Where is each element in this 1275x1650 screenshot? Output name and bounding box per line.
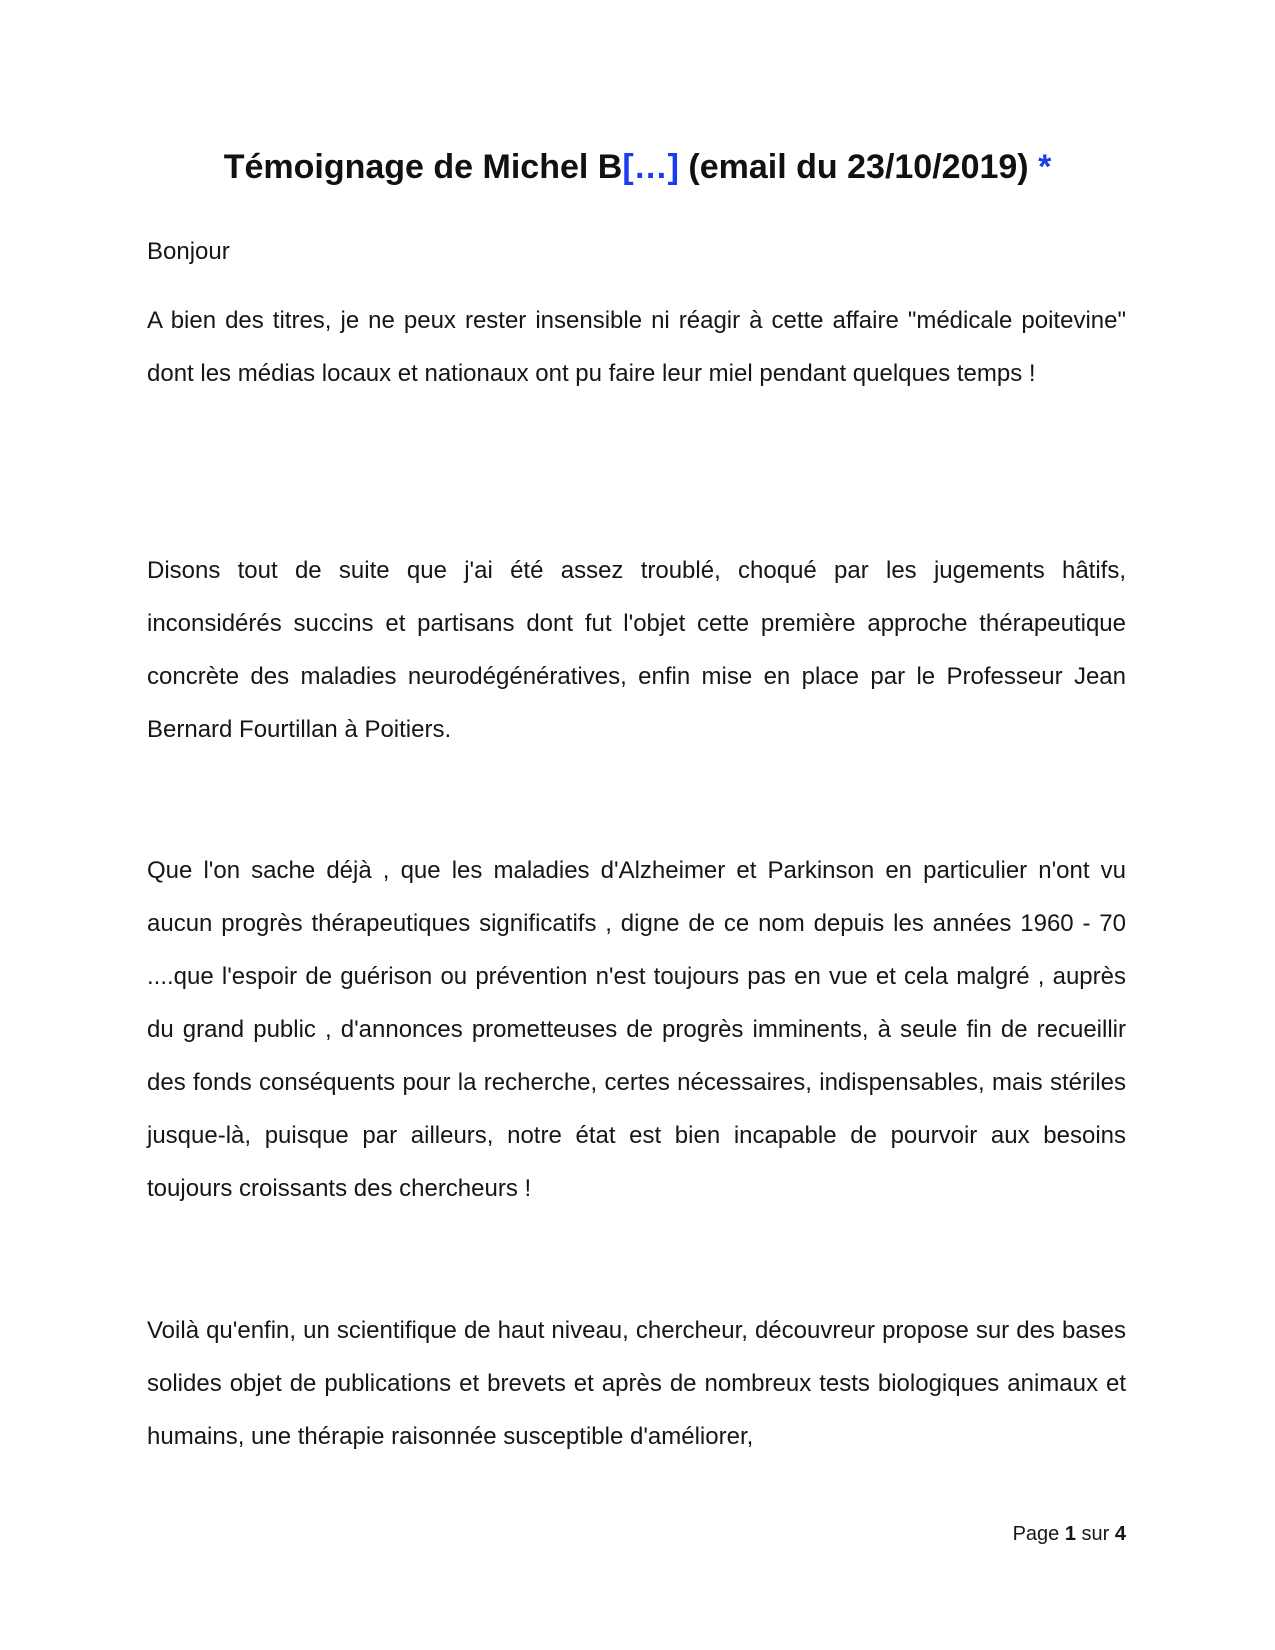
title-footnote-star: * — [1038, 148, 1052, 186]
paragraph-1: A bien des titres, je ne peux rester insensible ni réagir à cette affaire "médicale poitevine" dont les médias locaux et nationaux ont pu faire leur miel pendant quelques temps ! — [147, 307, 1126, 387]
footer-current-page: 1 — [1064, 1523, 1076, 1545]
greeting: Bonjour — [147, 238, 230, 265]
document-title — [0, 146, 1275, 188]
paragraph-4: Voilà qu'enfin, un scientifique de haut niveau, chercheur, découvreur propose sur des bases solides objet de publications et brevets et après de nombreux tests biologiques animaux et humains, une thérapie raisonnée susceptible d'améliorer, — [147, 1317, 1126, 1450]
page-number-footer — [1013, 1522, 1126, 1546]
footer-prefix: Page — [1012, 1523, 1065, 1545]
footer-total-pages: 4 — [1114, 1523, 1126, 1545]
paragraph-3: Que l'on sache déjà , que les maladies d'Alzheimer et Parkinson en particulier n'ont vu aucun progrès thérapeutiques significatifs , digne de ce nom depuis les années 1960 - 70 ....que l'espoir de guérison ou prévention n'est toujours pas en vue et cela malgré , auprès du grand public , d'annonces prometteuses de progrès imminents, à seule fin de recueillir des fonds conséquents pour la recherche, certes nécessaires, indispensables, mais stériles jusque-là, puisque par ailleurs, notre état est bien incapable de pourvoir aux besoins toujours croissants des chercheurs ! — [147, 857, 1126, 1202]
title-date: (email du 23/10/2019) — [678, 148, 1039, 186]
footer-middle: sur — [1075, 1523, 1115, 1545]
paragraph-2: Disons tout de suite que j'ai été assez troublé, choqué par les jugements hâtifs, inconsidérés succins et partisans dont fut l'objet cette première approche thérapeutique concrète des maladies neurodégénératives, enfin mise en place par le Professeur Jean Bernard Fourtillan à Poitiers. — [147, 557, 1126, 743]
title-main: Témoignage de Michel B — [223, 148, 623, 186]
title-redaction-bracket: […] — [622, 148, 679, 186]
